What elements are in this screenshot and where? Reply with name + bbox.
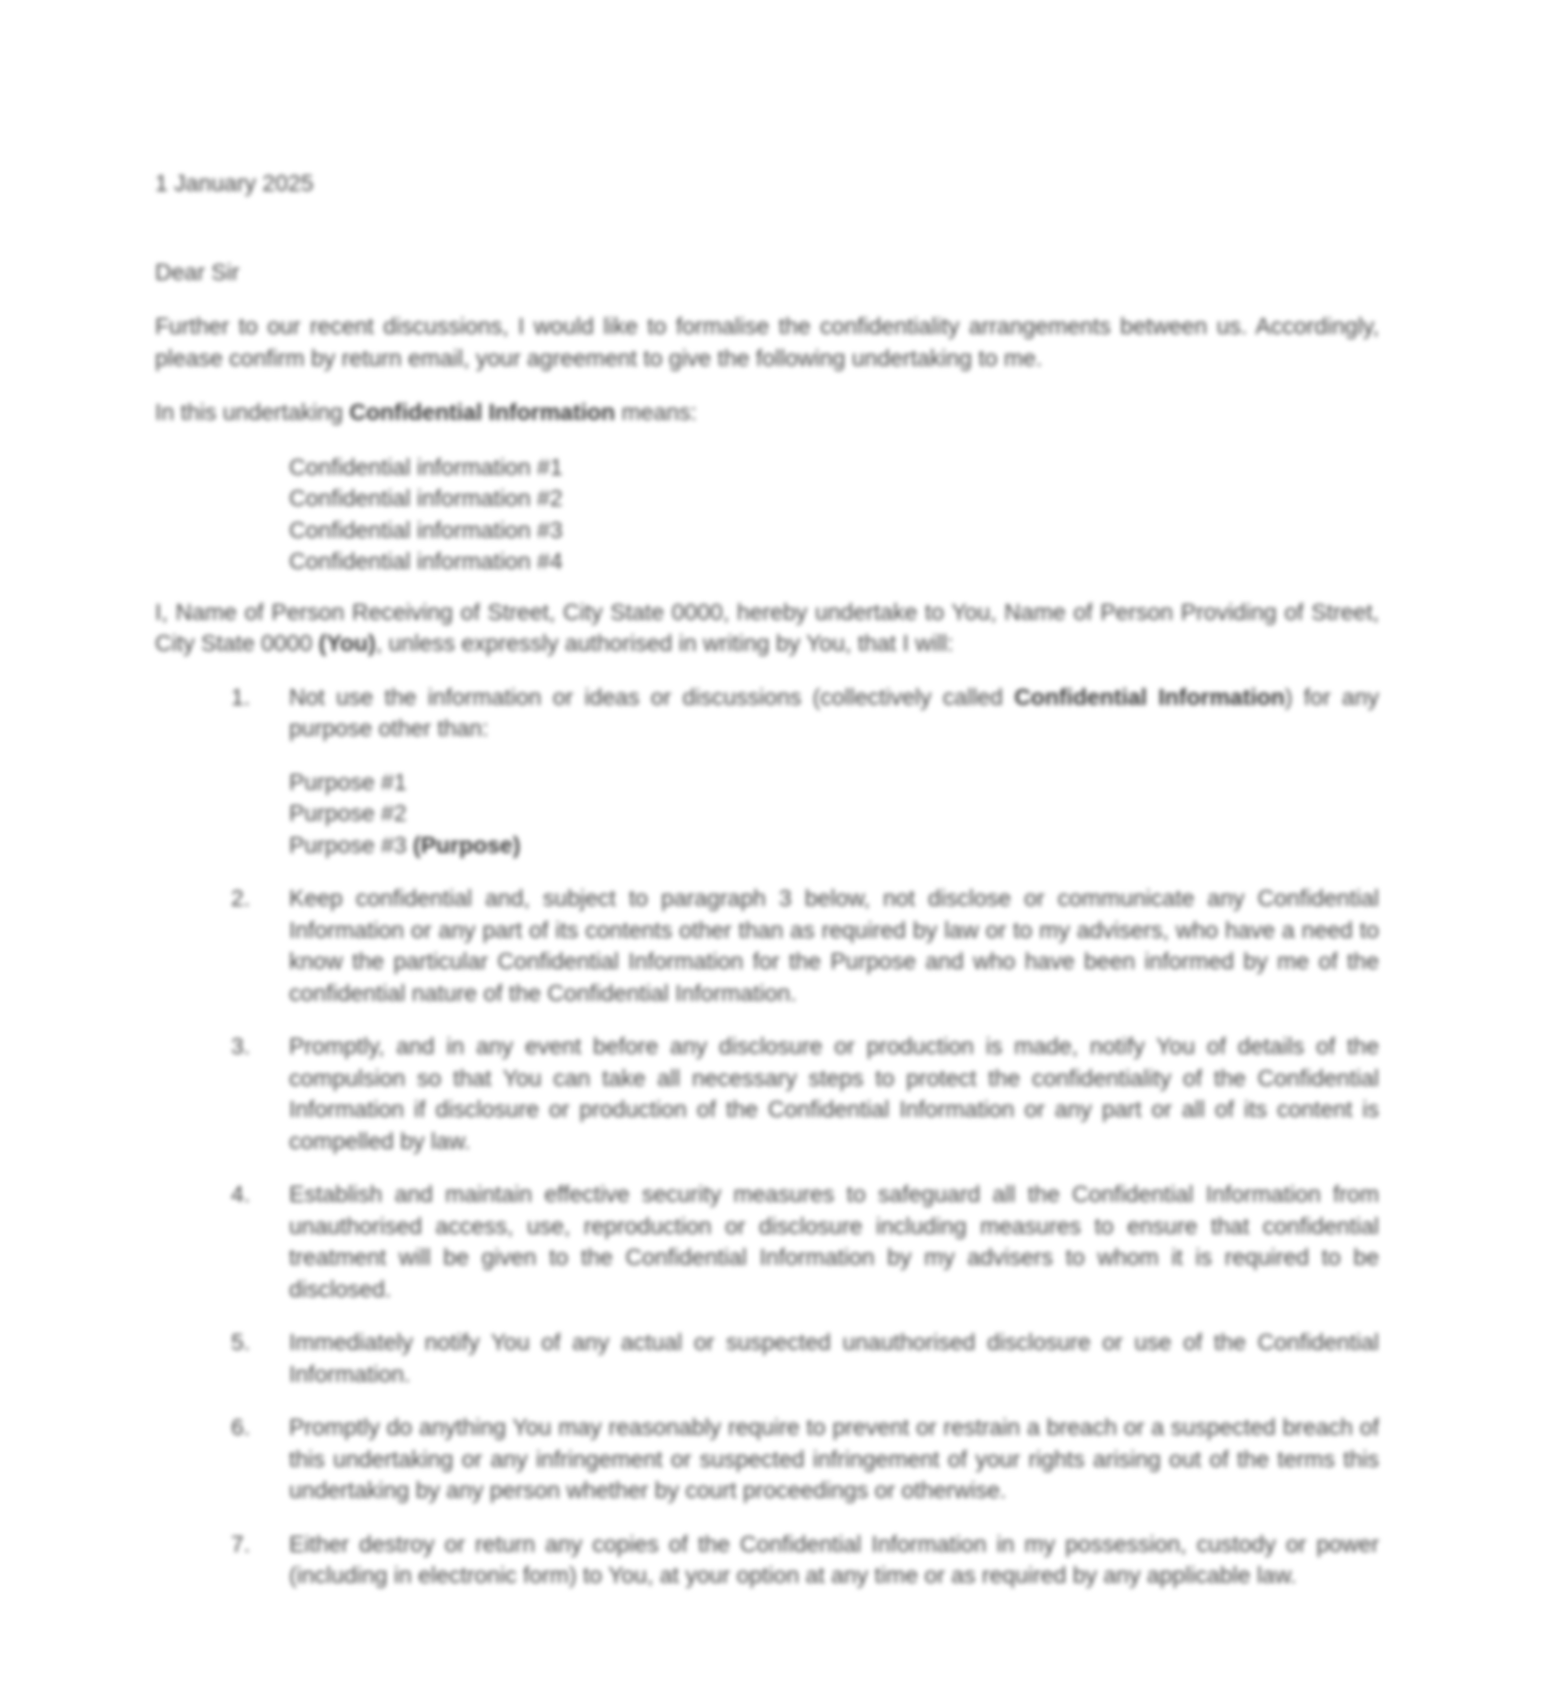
purpose-list — [289, 767, 1379, 862]
undertaking-item — [155, 1327, 1379, 1390]
undertaking-item — [155, 883, 1379, 1009]
item-number: 5. — [231, 1329, 251, 1355]
item-number: 7. — [231, 1530, 251, 1557]
item-text-suffix: ) for any purpose other than: — [289, 683, 1379, 741]
item-number: 1. — [231, 683, 251, 710]
purpose-item — [289, 830, 1379, 862]
undertaking-item — [155, 682, 1379, 862]
salutation: Dear Sir — [155, 258, 240, 285]
you-term: (You) — [318, 630, 376, 656]
undertaking-intro-suffix: , unless expressly authorised in writing by You, that I will: — [375, 630, 954, 656]
purpose-text: Purpose #3 — [289, 831, 414, 858]
undertaking-item — [155, 1529, 1379, 1592]
undertaking-item — [155, 1179, 1379, 1305]
letter-date: 1 January 2025 — [155, 170, 314, 196]
undertaking-intro — [155, 597, 1379, 660]
item-text-main: Not use the information or ideas or discussions (collectively called — [289, 683, 1015, 710]
item-text: Keep confidential and, subject to paragraph 3 below, not disclose or communicate any Confidential Information or any part of its contents other than as required by law or to my advisers, who have a need to know the particular Confidential Information for the Purpose and who have been informed by me of the confidential nature of the Confidential Information. — [289, 885, 1379, 1006]
purpose-item: Purpose #2 — [289, 800, 407, 826]
undertaking-item — [155, 1412, 1379, 1507]
item-text: Either destroy or return any copies of the Confidential Information in my possession, custody or power (including in electronic form) to You, at your option at any time or as required by any applicable law. — [289, 1530, 1379, 1588]
item-number: 2. — [231, 885, 251, 911]
undertaking-item — [155, 1031, 1379, 1157]
item-text: Promptly, and in any event before any disclosure or production is made, notify You of details of the compulsion so that You can take all necessary steps to protect the confidentiality of the Confidential Information if disclosure or production of the Confidential Information or any part or all of its content is compelled by law. — [289, 1033, 1379, 1154]
purpose-term: (Purpose) — [413, 831, 521, 858]
undertakings-list — [155, 682, 1379, 1592]
list-item: Confidential information #3 — [289, 516, 563, 543]
list-item: Confidential information #2 — [289, 485, 563, 511]
defined-term: Confidential Information — [349, 399, 616, 425]
item-text — [289, 682, 1379, 745]
intro-paragraph: Further to our recent discussions, I would like to formalise the confidentiality arrangements between us. Accordingly, please confirm by return email, your agreement to give the following undertaking to me. — [155, 313, 1379, 371]
definition-suffix: means: — [615, 399, 697, 425]
item-term: Confidential Information — [1014, 683, 1285, 710]
item-number: 4. — [231, 1181, 251, 1207]
definition-prefix: In this undertaking — [155, 399, 350, 425]
definition-paragraph — [155, 397, 1379, 429]
item-text: Establish and maintain effective security measures to safeguard all the Confidential Information from unauthorised access, use, reproduction or disclosure including measures to ensure that confidential treatment will be given to the Confidential Information by my advisers to whom it is required to be disclosed. — [289, 1181, 1379, 1302]
confidential-info-list — [289, 452, 1379, 578]
list-item: Confidential information #4 — [289, 548, 563, 574]
item-text: Promptly do anything You may reasonably require to prevent or restrain a breach or a suspected breach of this undertaking or any infringement or suspected infringement of your rights arising out of the terms this undertaking by any person whether by court proceedings or otherwise. — [289, 1414, 1379, 1503]
item-number: 6. — [231, 1414, 251, 1440]
item-text: Immediately notify You of any actual or suspected unauthorised disclosure or use of the Confidential Information. — [289, 1329, 1379, 1387]
item-number: 3. — [231, 1033, 251, 1059]
letter-page — [155, 168, 1379, 1614]
undertaking-intro-text: I, Name of Person Receiving of Street, City State 0000, hereby undertake to You, Name of Person Providing of Street, City State 0000 — [155, 598, 1379, 656]
list-item: Confidential information #1 — [289, 453, 563, 480]
purpose-item: Purpose #1 — [289, 768, 407, 795]
